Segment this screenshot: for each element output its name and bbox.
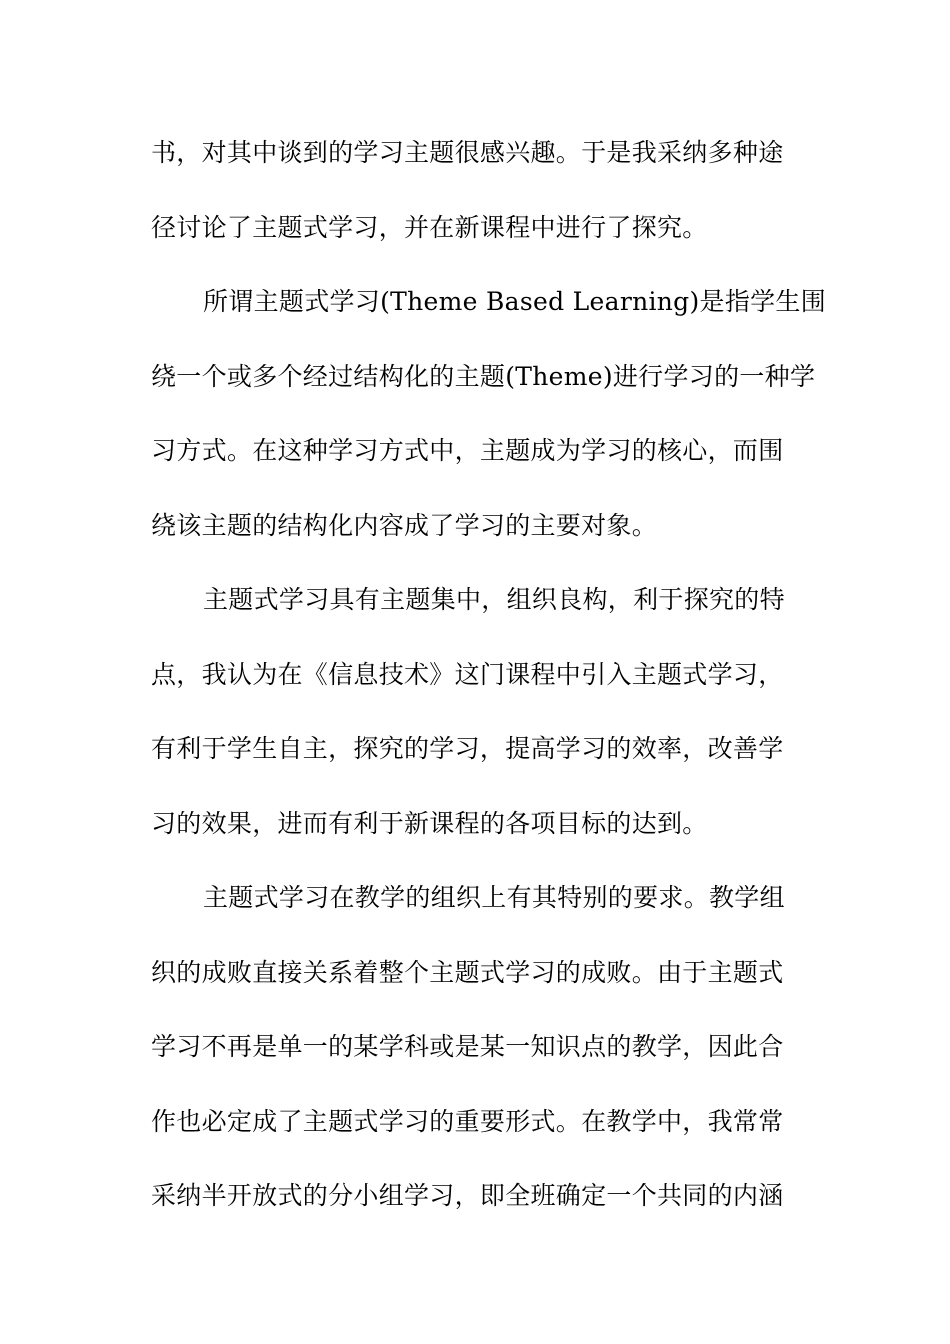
- text-line-7: 主题式学习具有主题集中，组织良构，利于探究的特: [203, 585, 785, 614]
- text-line-6: 绕该主题的结构化内容成了学习的主要对象。: [151, 510, 658, 540]
- text-line-14: 作也必定成了主题式学习的重要形式。在教学中，我常常: [151, 1106, 784, 1136]
- text-line-3: 所谓主题式学习(Theme Based Learning)是指学生围: [203, 287, 827, 316]
- text-line-15: 采纳半开放式的分小组学习，即全班确定一个共同的内涵: [151, 1181, 784, 1210]
- text-line-12: 织的成败直接关系着整个主题式学习的成败。由于主题式: [151, 957, 784, 987]
- text-line-8: 点，我认为在《信息技术》这门课程中引入主题式学习，: [151, 659, 784, 689]
- text-line-4: 绕一个或多个经过结构化的主题(Theme)进行学习的一种学: [151, 361, 816, 391]
- text-line-9: 有利于学生自主，探究的学习，提高学习的效率，改善学: [151, 734, 784, 763]
- text-line-10: 习的效果，进而有利于新课程的各项目标的达到。: [151, 808, 708, 838]
- document-body: [151, 133, 827, 1251]
- text-line-1: 书，对其中谈到的学习主题很感兴趣。于是我采纳多种途: [151, 138, 784, 167]
- text-line-5: 习方式。在这种学习方式中，主题成为学习的核心，而围: [151, 436, 784, 465]
- text-line-2: 径讨论了主题式学习，并在新课程中进行了探究。: [151, 212, 708, 242]
- text-line-13: 学习不再是单一的某学科或是某一知识点的教学，因此合: [151, 1032, 784, 1061]
- text-line-11: 主题式学习在教学的组织上有其特别的要求。教学组: [203, 883, 785, 912]
